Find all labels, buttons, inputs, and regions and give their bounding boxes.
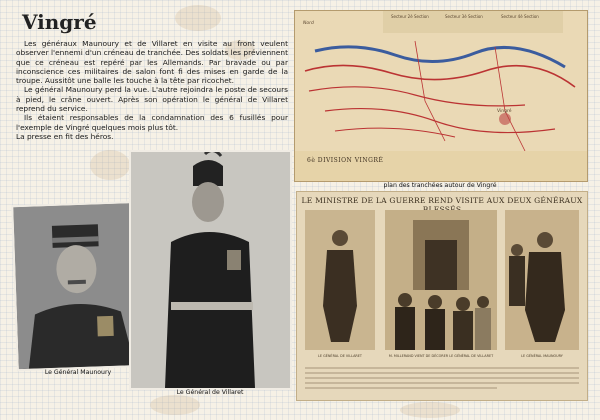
paper-stain — [400, 402, 460, 418]
caption-map: plan des tranchées autour de Vingré — [383, 182, 497, 189]
paper-stain — [150, 395, 200, 415]
body-text — [16, 39, 288, 141]
newspaper-photo-center — [385, 210, 497, 350]
trench-map — [294, 10, 588, 182]
portrait-maunoury — [13, 203, 145, 369]
figure-millerand-group — [385, 210, 497, 350]
newspaper-headline: LE MINISTRE DE LA GUERRE REND VISITE AUX DEUX GÉNÉRAUX — [301, 196, 583, 205]
map-label-village: Vingré — [497, 109, 512, 114]
page-title: Vingré — [22, 10, 97, 34]
newspaper-photo-left — [305, 210, 375, 350]
map-label-top-2: Secteur 3è Section — [445, 14, 483, 19]
newspaper-photo-right — [505, 210, 579, 350]
newspaper-caption-right: LE GÉNÉRAL MAUNOURY — [521, 354, 563, 358]
figure-villaret — [305, 210, 375, 350]
paper-stain — [90, 150, 130, 180]
caption-villaret: Le Général de Villaret — [176, 389, 244, 396]
portrait-villaret — [131, 152, 290, 388]
caption-maunoury: Le Général Maunoury — [44, 369, 112, 376]
map-label-north: Nord — [303, 21, 314, 26]
newspaper-caption-left: LE GÉNÉRAL DE VILLARET — [318, 354, 362, 358]
map-label-bottom: 6è DIVISION VINGRÉ — [307, 157, 384, 164]
map-label-top-3: Secteur 4è Section — [501, 14, 539, 19]
map-label-top-1: Secteur 2è Section — [391, 14, 429, 19]
photo-general-villaret — [129, 150, 292, 390]
trench-map-drawing — [295, 11, 587, 181]
photo-general-maunoury — [11, 201, 147, 371]
paragraph: Les généraux Maunoury et de Villaret en visite au front veulent observer l'ennemi d'un créneau de tranchée. Des soldats les préviennent que ce créneau est repéré par les Allemands. Par bravade ou par inconscience ces militaires de salon font fi des mises en garde de la troupe. Aussitôt une balle les touche à la tête par ricochet. — [16, 39, 288, 86]
paper-stain — [175, 5, 221, 31]
paragraph: La presse en fit des héros. — [16, 131, 114, 141]
figure-maunoury — [505, 210, 579, 350]
newspaper-text-lines — [297, 364, 587, 394]
paragraph: Le général Maunoury perd la vue. L'autre rejoindra le poste de secours à pied, le crâne ouvert. Après son opération le général de Villaret reprend du service. — [16, 85, 288, 114]
newspaper-clipping — [296, 191, 588, 401]
newspaper-caption-center: M. MILLERAND VIENT DE DÉCORER LE GÉNÉRAL DE VILLARET — [388, 354, 494, 358]
paragraph: Ils étaient responsables de la condamnation des 6 fusillés pour l'exemple de Vingré quelques mois plus tôt. — [16, 113, 288, 132]
